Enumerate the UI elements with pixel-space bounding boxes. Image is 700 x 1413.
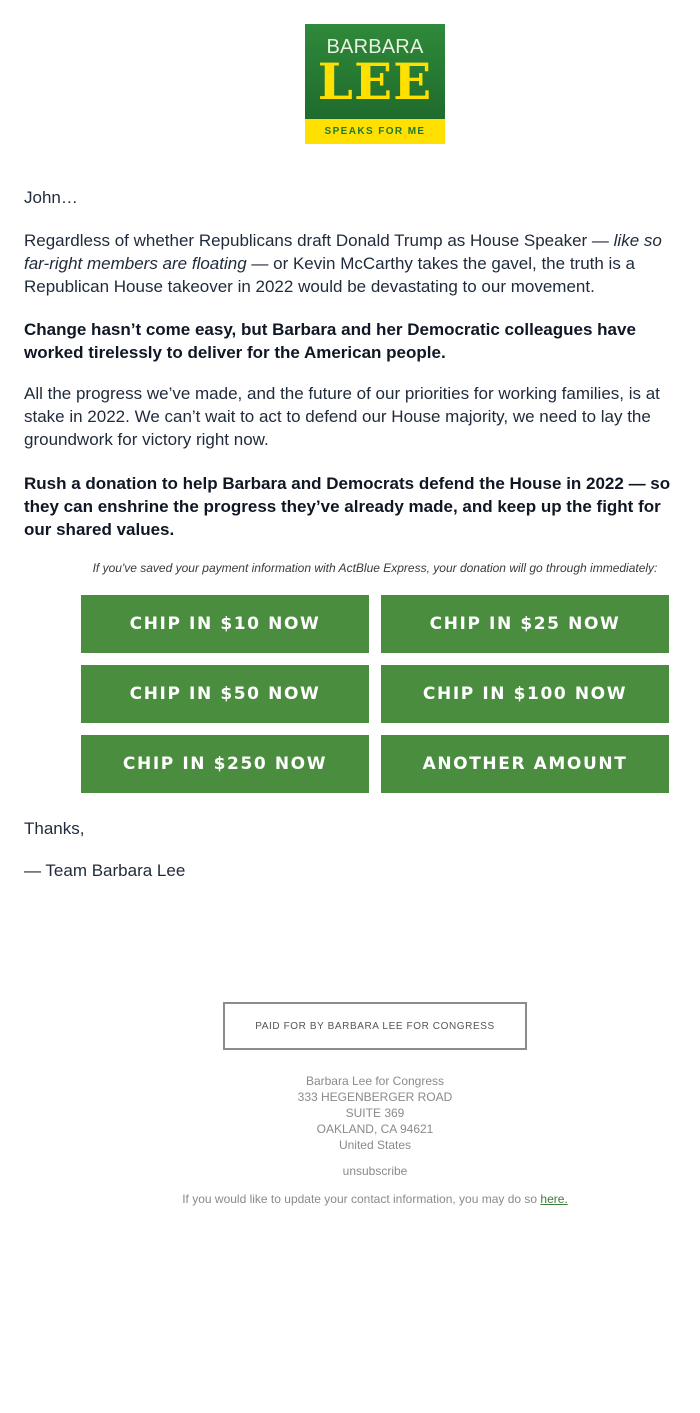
logo-last-name: LEE — [317, 52, 433, 111]
logo-green-block — [305, 24, 445, 119]
p3-line-2: stake in 2022. We can’t wait to act to defend our House majority, we need to lay the — [24, 407, 651, 426]
logo-tagline: SPEAKS FOR ME — [305, 119, 445, 144]
paid-for-disclaimer: PAID FOR BY BARBARA LEE FOR CONGRESS — [223, 1002, 527, 1050]
address-org: Barbara Lee for Congress — [305, 1074, 445, 1088]
p4-line-2: they can enshrine the progress they’ve already made, and keep up the fight for — [24, 497, 661, 516]
update-contact-info — [0, 1192, 700, 1206]
address-city: OAKLAND, CA 94621 — [316, 1122, 434, 1136]
chip-in-250-button[interactable]: CHIP IN $250 NOW — [81, 735, 369, 793]
paragraph-2-bold — [24, 318, 700, 364]
chip-in-25-button[interactable]: CHIP IN $25 NOW — [381, 595, 669, 653]
address-street: 333 HEGENBERGER ROAD — [297, 1090, 453, 1104]
p1-italic-link-a: like so — [613, 231, 662, 250]
update-text: If you would like to update your contact information, you may do so — [182, 1192, 541, 1206]
update-here-link[interactable]: here. — [540, 1192, 568, 1206]
paragraph-4-bold — [24, 472, 700, 541]
actblue-express-note: If you've saved your payment information with ActBlue Express, your donation will go through immediately: — [92, 561, 658, 575]
signature: — Team Barbara Lee — [24, 861, 186, 880]
paragraph-1 — [24, 229, 700, 298]
p4-line-3: our shared values. — [24, 520, 175, 539]
p1-text-start: Regardless of whether Republicans draft Donald Trump as House Speaker — — [24, 231, 614, 250]
greeting: John… — [24, 188, 78, 207]
p1-italic-link-b: far-right members are floating — [24, 254, 247, 273]
chip-in-10-button[interactable]: CHIP IN $10 NOW — [81, 595, 369, 653]
chip-in-50-button[interactable]: CHIP IN $50 NOW — [81, 665, 369, 723]
p2-line-1: Change hasn’t come easy, but Barbara and her Democratic colleagues have — [24, 320, 636, 339]
chip-in-100-button[interactable]: CHIP IN $100 NOW — [381, 665, 669, 723]
address-suite: SUITE 369 — [345, 1106, 405, 1120]
p1-line-3: Republican House takeover in 2022 would be devastating to our movement. — [24, 277, 595, 296]
thanks-text: Thanks, — [24, 819, 85, 838]
p2-line-2: worked tirelessly to deliver for the American people. — [24, 343, 446, 362]
p1-text-end: — or Kevin McCarthy takes the gavel, the truth is a — [246, 254, 636, 273]
address-country: United States — [338, 1138, 412, 1152]
mailing-address — [0, 1073, 700, 1153]
another-amount-button[interactable]: ANOTHER AMOUNT — [381, 735, 669, 793]
logo-first-name: BARBARA — [326, 36, 424, 58]
unsubscribe-link[interactable]: unsubscribe — [342, 1164, 408, 1178]
barbara-lee-logo[interactable] — [305, 24, 445, 144]
p3-line-1: All the progress we’ve made, and the future of our priorities for working families, is at — [24, 384, 660, 403]
paragraph-3 — [24, 382, 700, 451]
p4-line-1: Rush a donation to help Barbara and Democrats defend the House in 2022 — so — [24, 474, 671, 493]
p3-line-3: groundwork for victory right now. — [24, 430, 269, 449]
